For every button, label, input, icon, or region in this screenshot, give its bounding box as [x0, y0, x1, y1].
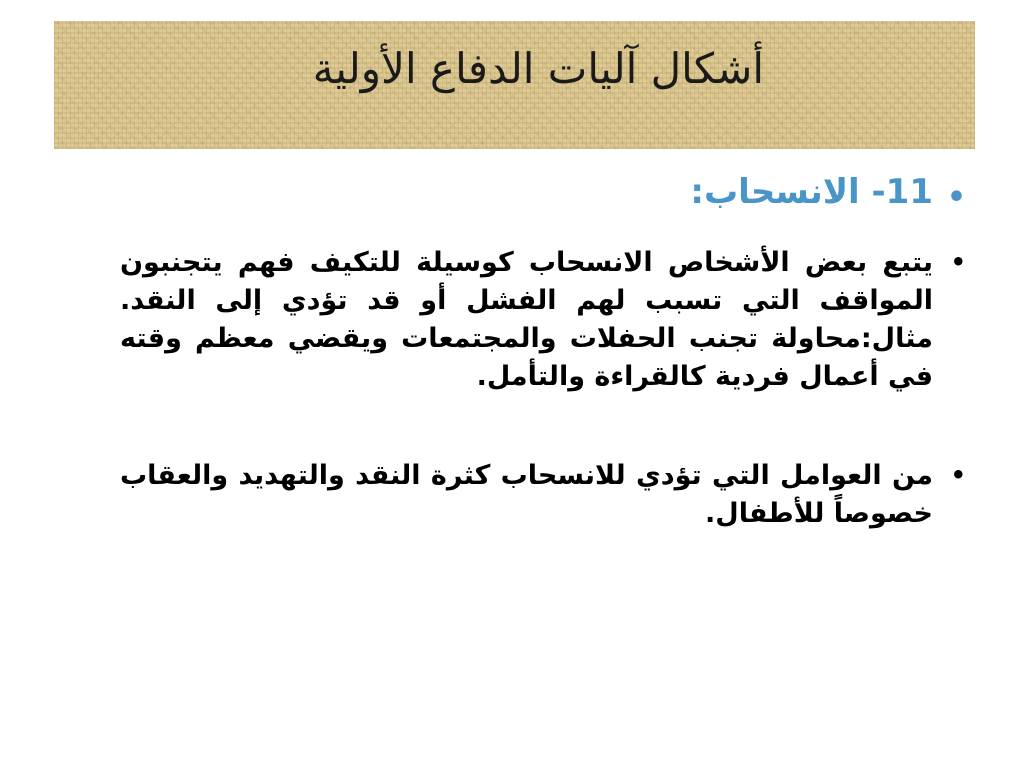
bullet-dot-icon: • [950, 461, 966, 490]
slide-title: أشكال آليات الدفاع الأولية [312, 44, 764, 93]
bullet-causes [120, 457, 968, 533]
bullet-text: من العوامل التي تؤدي للانسحاب كثرة النقد والتهديد والعقاب خصوصاً للأطفال. [120, 460, 933, 530]
bullet-text: 11- الانسحاب: [690, 172, 933, 212]
bullet-definition [120, 244, 968, 395]
bullet-text: يتبع بعض الأشخاص الانسحاب كوسيلة للتكيف فهم يتجنبون المواقف التي تسبب لهم الفشل أو قد تؤدي إلى النقد. مثال:محاولة تجنب الحفلات والمجتمعات ويقضي معظم وقته في أعمال فردية كالقراءة والتأمل. [120, 247, 933, 392]
bullet-list [120, 170, 968, 533]
bullet-heading-withdrawal [120, 170, 968, 214]
bullet-dot-icon: • [946, 180, 966, 215]
bullet-dot-icon: • [950, 248, 966, 277]
